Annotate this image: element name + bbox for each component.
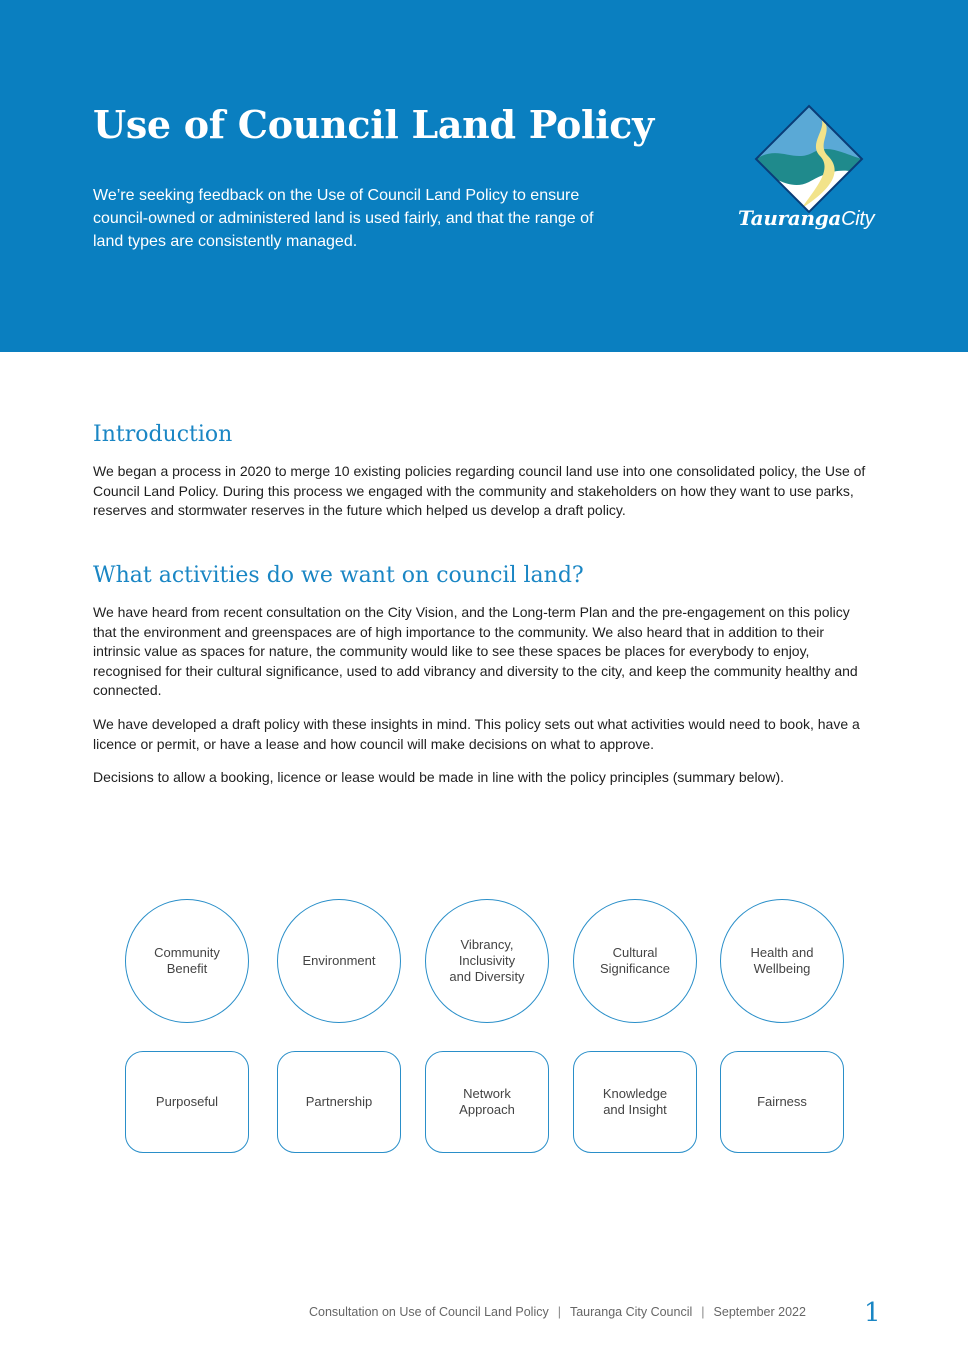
principle-circle xyxy=(425,899,549,1023)
logo-suffix: City xyxy=(841,208,875,230)
principle-label: Network Approach xyxy=(459,1086,515,1117)
principle-circle xyxy=(277,899,401,1023)
principle-box xyxy=(425,1051,549,1153)
principle-box xyxy=(125,1051,249,1153)
activities-paragraph-1: We have heard from recent consultation on the City Vision, and the Long-term Plan and the pre-engagement on this policy that the environment and greenspaces are of high importance to the community. We also heard that in addition to their intrinsic value as spaces for nature, the community would like to see these spaces be places for everybody to enjoy, recognised for their cultural significance, used to add vibrancy and diversity to the city, and keep the community healthy and connected. xyxy=(93,604,858,699)
footer-date: September 2022 xyxy=(713,1305,806,1319)
logo-name: Tauranga xyxy=(738,206,842,230)
page-footer xyxy=(309,1305,806,1319)
principle-label: Environment xyxy=(302,953,376,968)
header-banner xyxy=(0,0,968,352)
principle-box xyxy=(720,1051,844,1153)
principle-label: Community Benefit xyxy=(154,945,220,976)
principle-label: Cultural Significance xyxy=(599,945,671,976)
footer-separator: | xyxy=(557,1305,561,1319)
footer-separator: | xyxy=(701,1305,705,1319)
principle-label: Knowledge and Insight xyxy=(602,1086,668,1117)
page-number: 1 xyxy=(864,1298,881,1328)
intro-heading: Introduction xyxy=(93,422,233,447)
principle-box xyxy=(277,1051,401,1153)
intro-paragraph: We began a process in 2020 to merge 10 existing policies regarding council land use into one consolidated policy, the Use of Council Land Policy. During this process we engaged with the community and stakeholders on how they want to use parks, reserves and stormwater reserves in the future which helped us develop a draft policy. xyxy=(93,463,866,519)
footer-org: Tauranga City Council xyxy=(569,1305,693,1319)
tauranga-city-logo-icon xyxy=(754,104,864,214)
principle-label: Fairness xyxy=(757,1094,807,1109)
principle-circle xyxy=(720,899,844,1023)
logo-wordmark xyxy=(738,206,883,231)
activities-paragraph-2: We have developed a draft policy with these insights in mind. This policy sets out what activities would need to book, have a licence or permit, or have a lease and how council will make decisions on what to approve. xyxy=(93,716,860,752)
principle-circle xyxy=(125,899,249,1023)
page-title: Use of Council Land Policy xyxy=(93,102,654,147)
principle-box xyxy=(573,1051,697,1153)
activities-heading: What activities do we want on council land? xyxy=(93,563,584,588)
principle-label: Vibrancy, Inclusivity and Diversity xyxy=(449,937,525,984)
footer-doc-title: Consultation on Use of Council Land Policy xyxy=(309,1305,549,1319)
principle-label: Health and Wellbeing xyxy=(750,945,814,976)
page-subtitle: We’re seeking feedback on the Use of Council Land Policy to ensure council-owned or administered land is used fairly, and that the range of land types are consistently managed. xyxy=(93,187,594,250)
principle-circle xyxy=(573,899,697,1023)
principle-label: Partnership xyxy=(305,1094,373,1109)
activities-paragraph-3: Decisions to allow a booking, licence or lease would be made in line with the policy principles (summary below). xyxy=(93,769,784,785)
principle-label: Purposeful xyxy=(155,1094,219,1109)
